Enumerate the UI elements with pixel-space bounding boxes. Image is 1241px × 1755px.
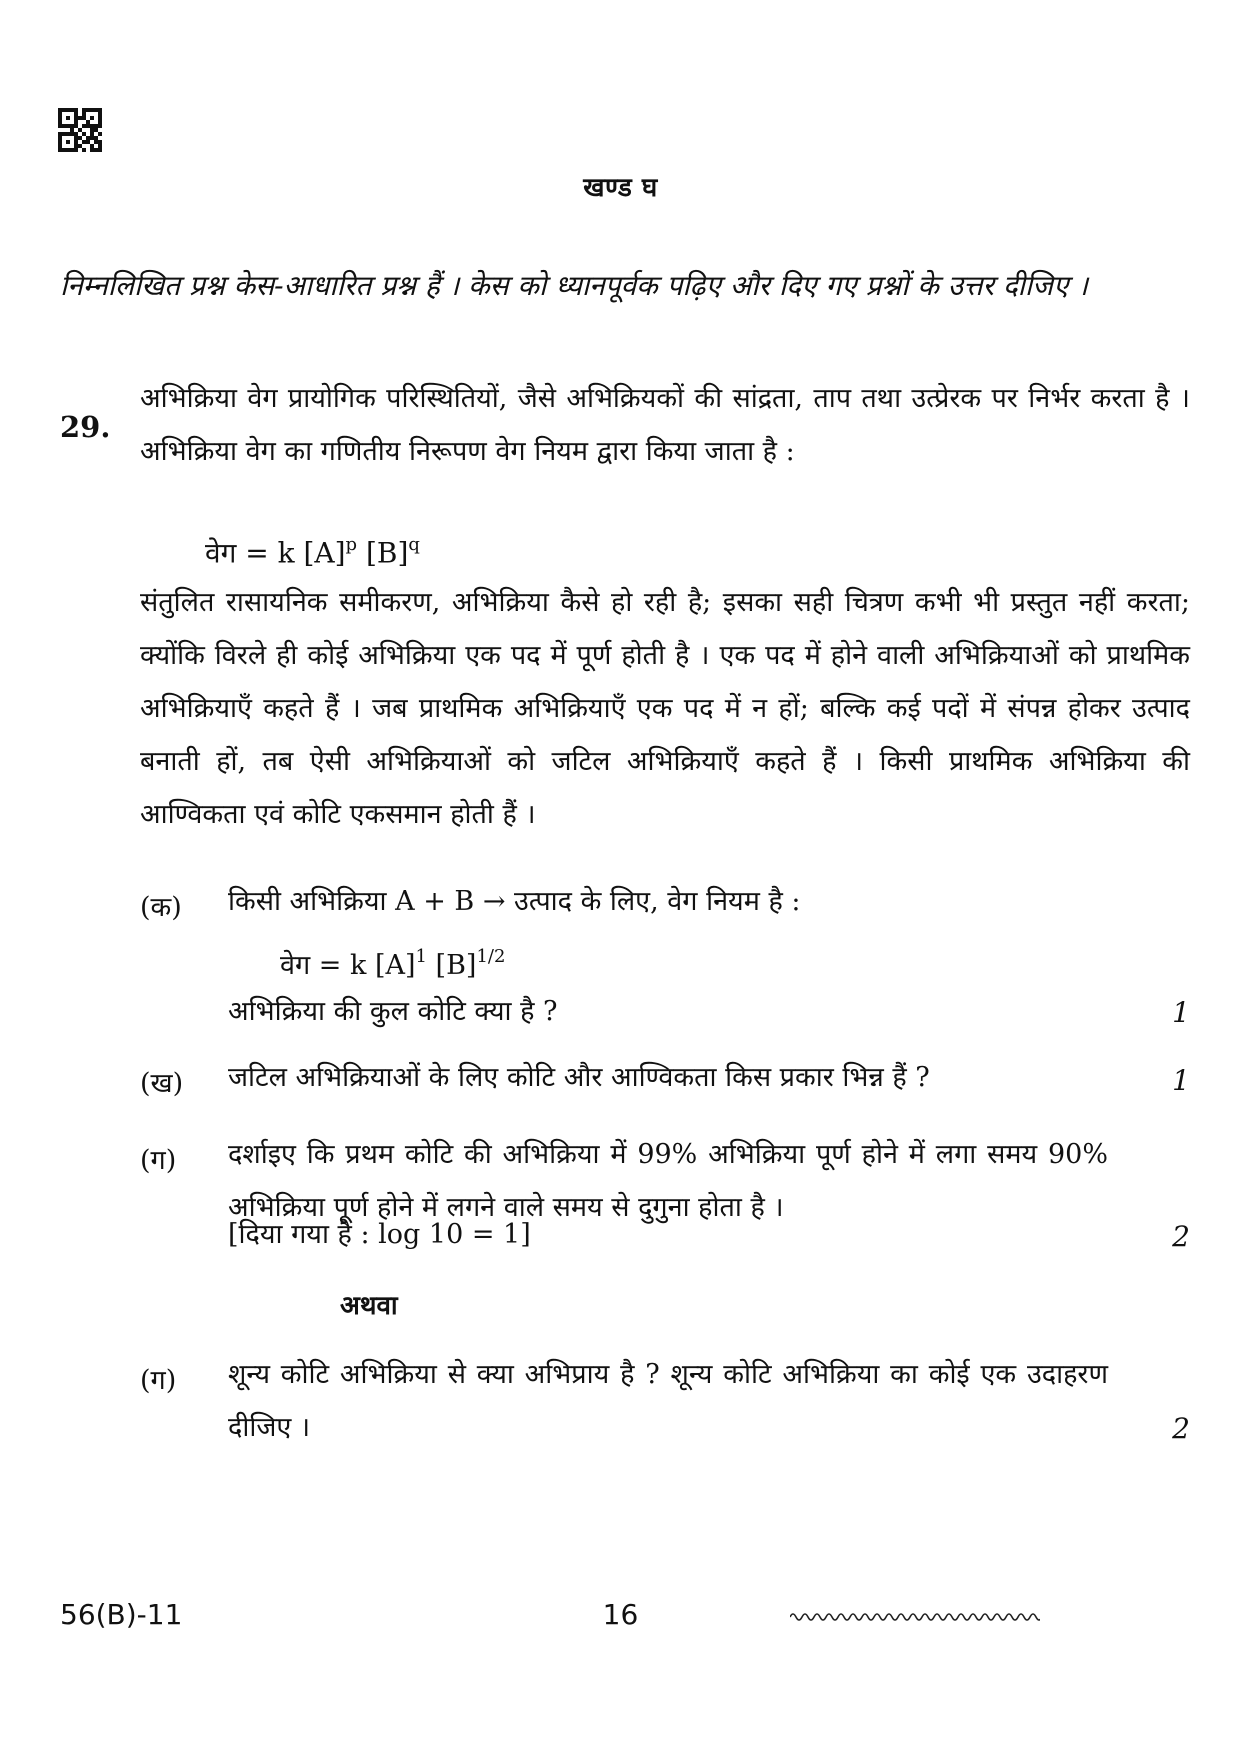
part-ka-marks: 1 (1172, 996, 1190, 1029)
part-ka-formula-exp1: 1 (415, 946, 427, 967)
formula-exponent-q: q (408, 534, 420, 555)
part-ga-alt-question: शून्य कोटि अभिक्रिया से क्या अभिप्राय है ? शून्य कोटि अभिक्रिया का कोई एक उदाहरण दीजिए । (228, 1359, 1108, 1443)
instructions-text: निम्नलिखित प्रश्न केस-आधारित प्रश्न हैं । केस को ध्यानपूर्वक पढ़िए और दिए गए प्रश्नों के उत्तर दीजिए । (60, 269, 1088, 302)
part-ga-alt-marks: 2 (1172, 1412, 1190, 1445)
part-ga-question: दर्शाइए कि प्रथम कोटि की अभिक्रिया में 99% अभिक्रिया पूर्ण होने में लगा समय 90% अभिक्रिया पूर्ण होने में लगने वाले समय से दुगुना होता है । (228, 1139, 1108, 1223)
question-intro: अभिक्रिया वेग प्रायोगिक परिस्थितियों, जैसे अभिक्रियकों की सांद्रता, ताप तथा उत्प्रेरक पर निर्भर करता है । अभिक्रिया वेग का गणितीय निरूपण वेग नियम द्वारा किया जाता है : (140, 383, 1190, 467)
part-ka-label: (क) (140, 892, 182, 923)
part-ga-given: [दिया गया है : log 10 = 1] (228, 1219, 531, 1250)
rate-law-formula (205, 520, 705, 579)
part-kha-question: जटिल अभिक्रियाओं के लिए कोटि और आण्विकता किस प्रकार भिन्न हैं ? (228, 1062, 930, 1093)
part-ga-marks: 2 (1172, 1220, 1190, 1253)
or-label: अथवा (340, 1291, 398, 1321)
part-ga-alt-label: (ग) (140, 1365, 177, 1396)
formula-lhs: वेग = k [A] (205, 536, 346, 570)
part-ka-line1: किसी अभिक्रिया A + B → उत्पाद के लिए, वेग नियम है : (228, 886, 801, 917)
page-number: 16 (602, 1598, 639, 1631)
formula-mid: [B] (357, 536, 409, 570)
part-ka-formula (280, 932, 780, 992)
question-number: 29. (60, 410, 111, 444)
formula-exponent-p: p (345, 534, 358, 555)
part-ka-formula-lhs: वेग = k [A] (280, 950, 416, 981)
part-ka-formula-exp2: 1/2 (476, 946, 506, 967)
part-ka-formula-mid: [B] (426, 950, 477, 981)
wavy-line-icon (790, 1610, 1040, 1624)
part-ga-label: (ग) (140, 1145, 177, 1176)
question-passage: संतुलित रासायनिक समीकरण, अभिक्रिया कैसे हो रही है; इसका सही चित्रण कभी भी प्रस्तुत नहीं करता; क्योंकि विरले ही कोई अभिक्रिया एक पद में पूर्ण होती है । एक पद में होने वाली अभिक्रियाओं को प्राथमिक अभिक्रियाएँ कहते हैं । जब प्राथमिक अभिक्रियाएँ एक पद में न हों; बल्कि कई पदों में संपन्न होकर उत्पाद बनाती हों, तब ऐसी अभिक्रियाओं को जटिल अभिक्रियाएँ कहते हैं । किसी प्राथमिक अभिक्रिया की आण्विकता एवं कोटि एकसमान होती हैं । (140, 587, 1190, 830)
qr-code-icon (58, 108, 102, 152)
part-kha-marks: 1 (1172, 1064, 1190, 1097)
section-title: खण्ड घ (583, 173, 658, 203)
part-kha-label: (ख) (140, 1068, 184, 1099)
part-ka-question: अभिक्रिया की कुल कोटि क्या है ? (228, 996, 558, 1027)
paper-code: 56(B)-11 (60, 1598, 183, 1631)
